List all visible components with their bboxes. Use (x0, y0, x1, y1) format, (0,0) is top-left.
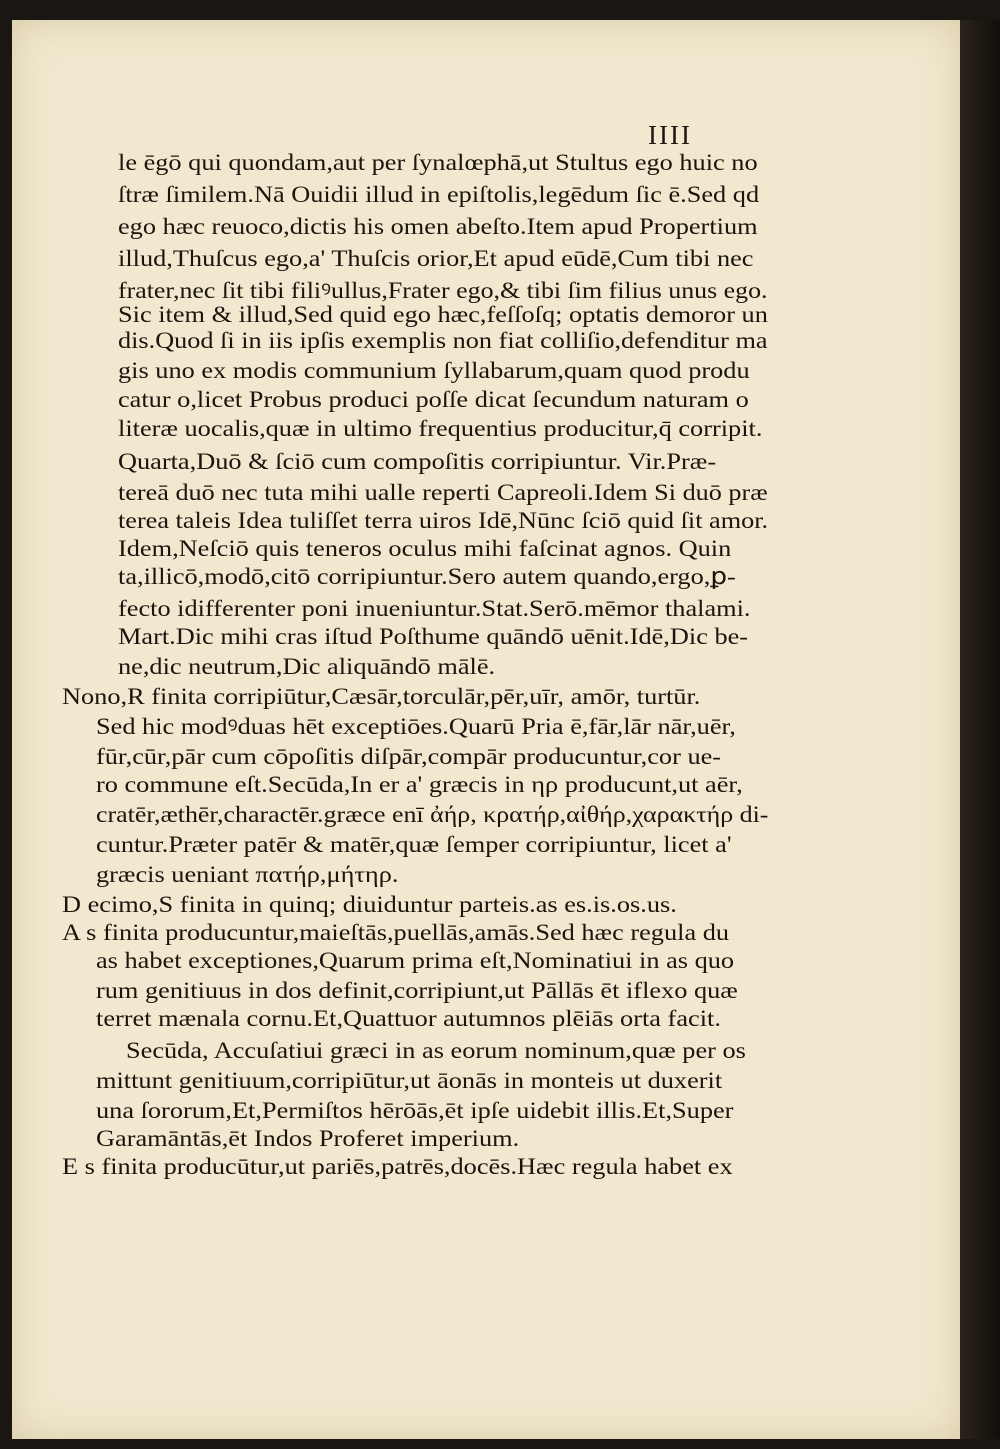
text-line: frater,nec ſit tibi filiꝰullus,Frater ego,& tibi ſim filius unus ego. (118, 278, 768, 304)
text-line: rum genitiuus in dos definit,corripiunt,ut Pāllās ēt iflexo quæ (96, 978, 738, 1004)
text-line: Garamāntās,ēt Indos Proferet imperium. (96, 1126, 520, 1152)
folio-number: IIII (648, 120, 692, 150)
text-line: ſtræ ſimilem.Nā Ouidii illud in epiſtolis,legēdum ſic ē.Sed qd (118, 182, 760, 208)
text-line: ego hæc reuoco,dictis his omen abeſto.Item apud Propertium (118, 214, 758, 240)
text-line: una ſororum,Et,Permiſtos hērōās,ēt ipſe uidebit illis.Et,Super (96, 1098, 734, 1124)
text-line: le ēgō qui quondam,aut per ſynalœphā,ut Stultus ego huic no (118, 150, 758, 176)
text-line: Nono,R finita corripiūtur,Cæsār,torculār,pēr,uīr, amōr, turtūr. (62, 684, 701, 710)
text-line: dis.Quod ſi in iis ipſis exemplis non fiat colliſio,defenditur ma (118, 328, 768, 354)
text-line: fecto idifferenter poni inueniuntur.Stat.Serō.mēmor thalami. (118, 596, 751, 622)
text-line: ta,illicō,modō,citō corripiuntur.Sero autem quando,ergo,ꝑ- (118, 564, 736, 590)
text-line: Idem,Neſciō quis teneros oculus mihi faſcinat agnos. Quin (118, 536, 732, 562)
text-line: E s finita producūtur,ut pariēs,patrēs,docēs.Hæc regula habet ex (62, 1154, 733, 1180)
text-line: cratēr,æthēr,charactēr.græce enī ἀήρ, κρατήρ,αἰθήρ,χαρακτήρ di- (96, 802, 769, 828)
text-line: ne,dic neutrum,Dic aliquāndō mālē. (118, 654, 496, 680)
text-line: Quarta,Duō & ſciō cum compoſitis corripiuntur. Vir.Præ- (118, 449, 717, 475)
text-line: Mart.Dic mihi cras iſtud Poſthume quāndō uēnit.Idē,Dic be- (118, 624, 749, 650)
text-line: literæ uocalis,quæ in ultimo frequentius producitur,q̄ corripit. (118, 416, 763, 442)
text-line: catur o,licet Probus produci poſſe dicat ſecundum naturam o (118, 387, 749, 413)
text-line: gis uno ex modis communium ſyllabarum,quam quod produ (118, 358, 750, 384)
text-line: Sed hic modꝰduas hēt exceptiōes.Quarū Pria ē,fār,lār nār,uēr, (96, 714, 736, 740)
text-line: Sic item & illud,Sed quid ego hæc,feſſoſq; optatis demoror un (118, 302, 768, 328)
text-line: illud,Thuſcus ego,a' Thuſcis orior,Et apud eūdē,Cum tibi nec (118, 246, 754, 272)
text-line: A s finita producuntur,maieſtās,puellās,amās.Sed hæc regula du (62, 920, 730, 946)
text-line: terea taleis Idea tuliſſet terra uiros Idē,Nūnc ſciō quid ſit amor. (118, 508, 769, 534)
text-line: tereā duō nec tuta mihi ualle reperti Capreoli.Idem Si duō præ (118, 480, 768, 506)
text-line: Secūda, Accuſatiui græci in as eorum nominum,quæ per os (126, 1038, 746, 1064)
text-line: terret mænala cornu.Et,Quattuor autumnos plēiās orta facit. (96, 1006, 721, 1032)
text-line: D ecimo,S finita in quinq; diuiduntur parteis.as es.is.os.us. (62, 892, 677, 918)
text-line: cuntur.Præter patēr & matēr,quæ ſemper corripiuntur, licet a' (96, 832, 732, 858)
text-line: græcis ueniant πατήρ,μήτηρ. (96, 862, 399, 888)
text-line: mittunt genitiuum,corripiūtur,ut āonās in monteis ut duxerit (96, 1068, 723, 1094)
text-line: ro commune eſt.Secūda,In er a' græcis in ηρ producunt,ut aēr, (96, 772, 743, 798)
text-line: fūr,cūr,pār cum cōpoſitis diſpār,compār producuntur,cor ue- (96, 744, 722, 770)
text-line: as habet exceptiones,Quarum prima eſt,Nominatiui in as quo (96, 948, 735, 974)
